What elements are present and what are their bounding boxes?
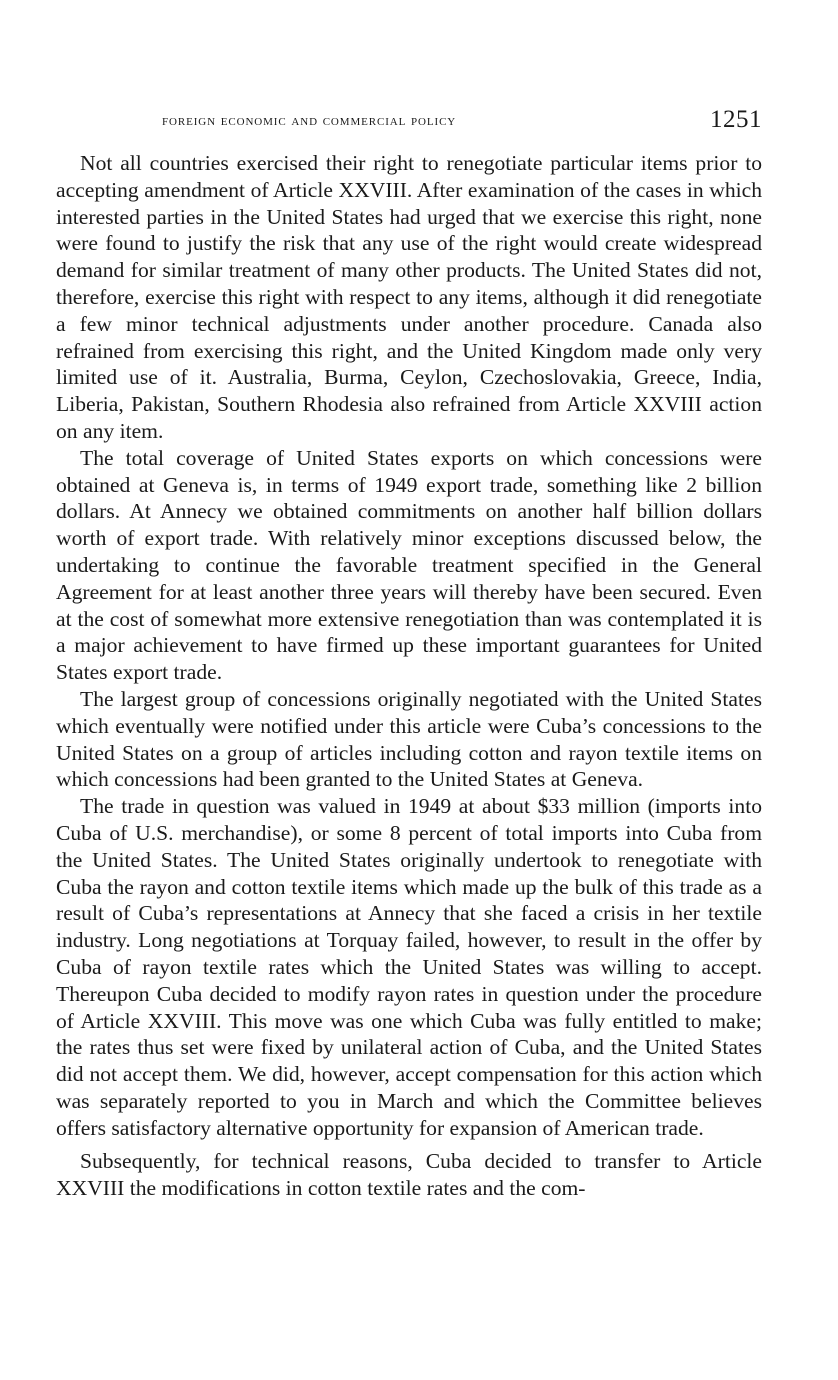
- paragraph-article-xxviii-renegotiation: Not all countries exercised their right to renegotiate particular items prior to accepting amendment of Article XXVIII. After examination of the cases in which interested parties in the United States had urged that we exercise this right, none were found to justify the risk that any use of the right would create widespread demand for similar treatment of many other products. The United States did not, therefore, exercise this right with respect to any items, although it did renegotiate a few minor technical adjustments under another procedure. Canada also refrained from exercising this right, and the United Kingdom made only very limited use of it. Australia, Burma, Ceylon, Czechoslovakia, Greece, India, Liberia, Pakistan, Southern Rhodesia also refrained from Article XXVIII action on any item.: [56, 151, 762, 443]
- paragraph-cuba-trade-value: The trade in question was valued in 1949 at about $33 million (imports into Cuba of U.S. merchandise), or some 8 percent of total imports into Cuba from the United States. The United States originally undertook to renegotiate with Cuba the rayon and cotton textile items which made up the bulk of this trade as a result of Cuba’s representations at Annecy that she faced a crisis in her textile industry. Long negotiations at Torquay failed, however, to result in the offer by Cuba of rayon textile rates which the United States was willing to accept. Thereupon Cuba decided to modify rayon rates in question under the procedure of Article XXVIII. This move was one which Cuba was fully entitled to make; the rates thus set were fixed by unilateral action of Cuba, and the United States did not accept them. We did, however, accept compensation for this action which was separately reported to you in March and which the Committee believes offers satisfactory alternative opportunity for expansion of American trade.: [56, 794, 762, 1140]
- paragraph-export-coverage: The total coverage of United States exports on which concessions were obtained at Geneva is, in terms of 1949 export trade, something like 2 billion dollars. At Annecy we obtained commitments on another half billion dollars worth of export trade. With relatively minor exceptions discussed below, the undertaking to continue the favorable treatment specified in the General Agreement for at least another three years will thereby have been secured. Even at the cost of somewhat more extensive renegotiation than was contemplated it is a major achievement to have firmed up these important guarantees for United States export trade.: [56, 445, 762, 685]
- body-text: [56, 150, 762, 1202]
- running-title: foreign economic and commercial policy: [162, 112, 457, 129]
- page-number: 1251: [710, 106, 762, 133]
- running-header: [162, 106, 762, 136]
- paragraph-cuba-concessions: The largest group of concessions originally negotiated with the United States which eventually were notified under this article were Cuba’s concessions to the United States on a group of articles including cotton and rayon textile items on which concessions had been granted to the United States at Geneva.: [56, 686, 762, 792]
- paragraph-cuba-cotton-transfer: Subsequently, for technical reasons, Cuba decided to transfer to Article XXVIII the modifications in cotton textile rates and the com-: [56, 1149, 762, 1201]
